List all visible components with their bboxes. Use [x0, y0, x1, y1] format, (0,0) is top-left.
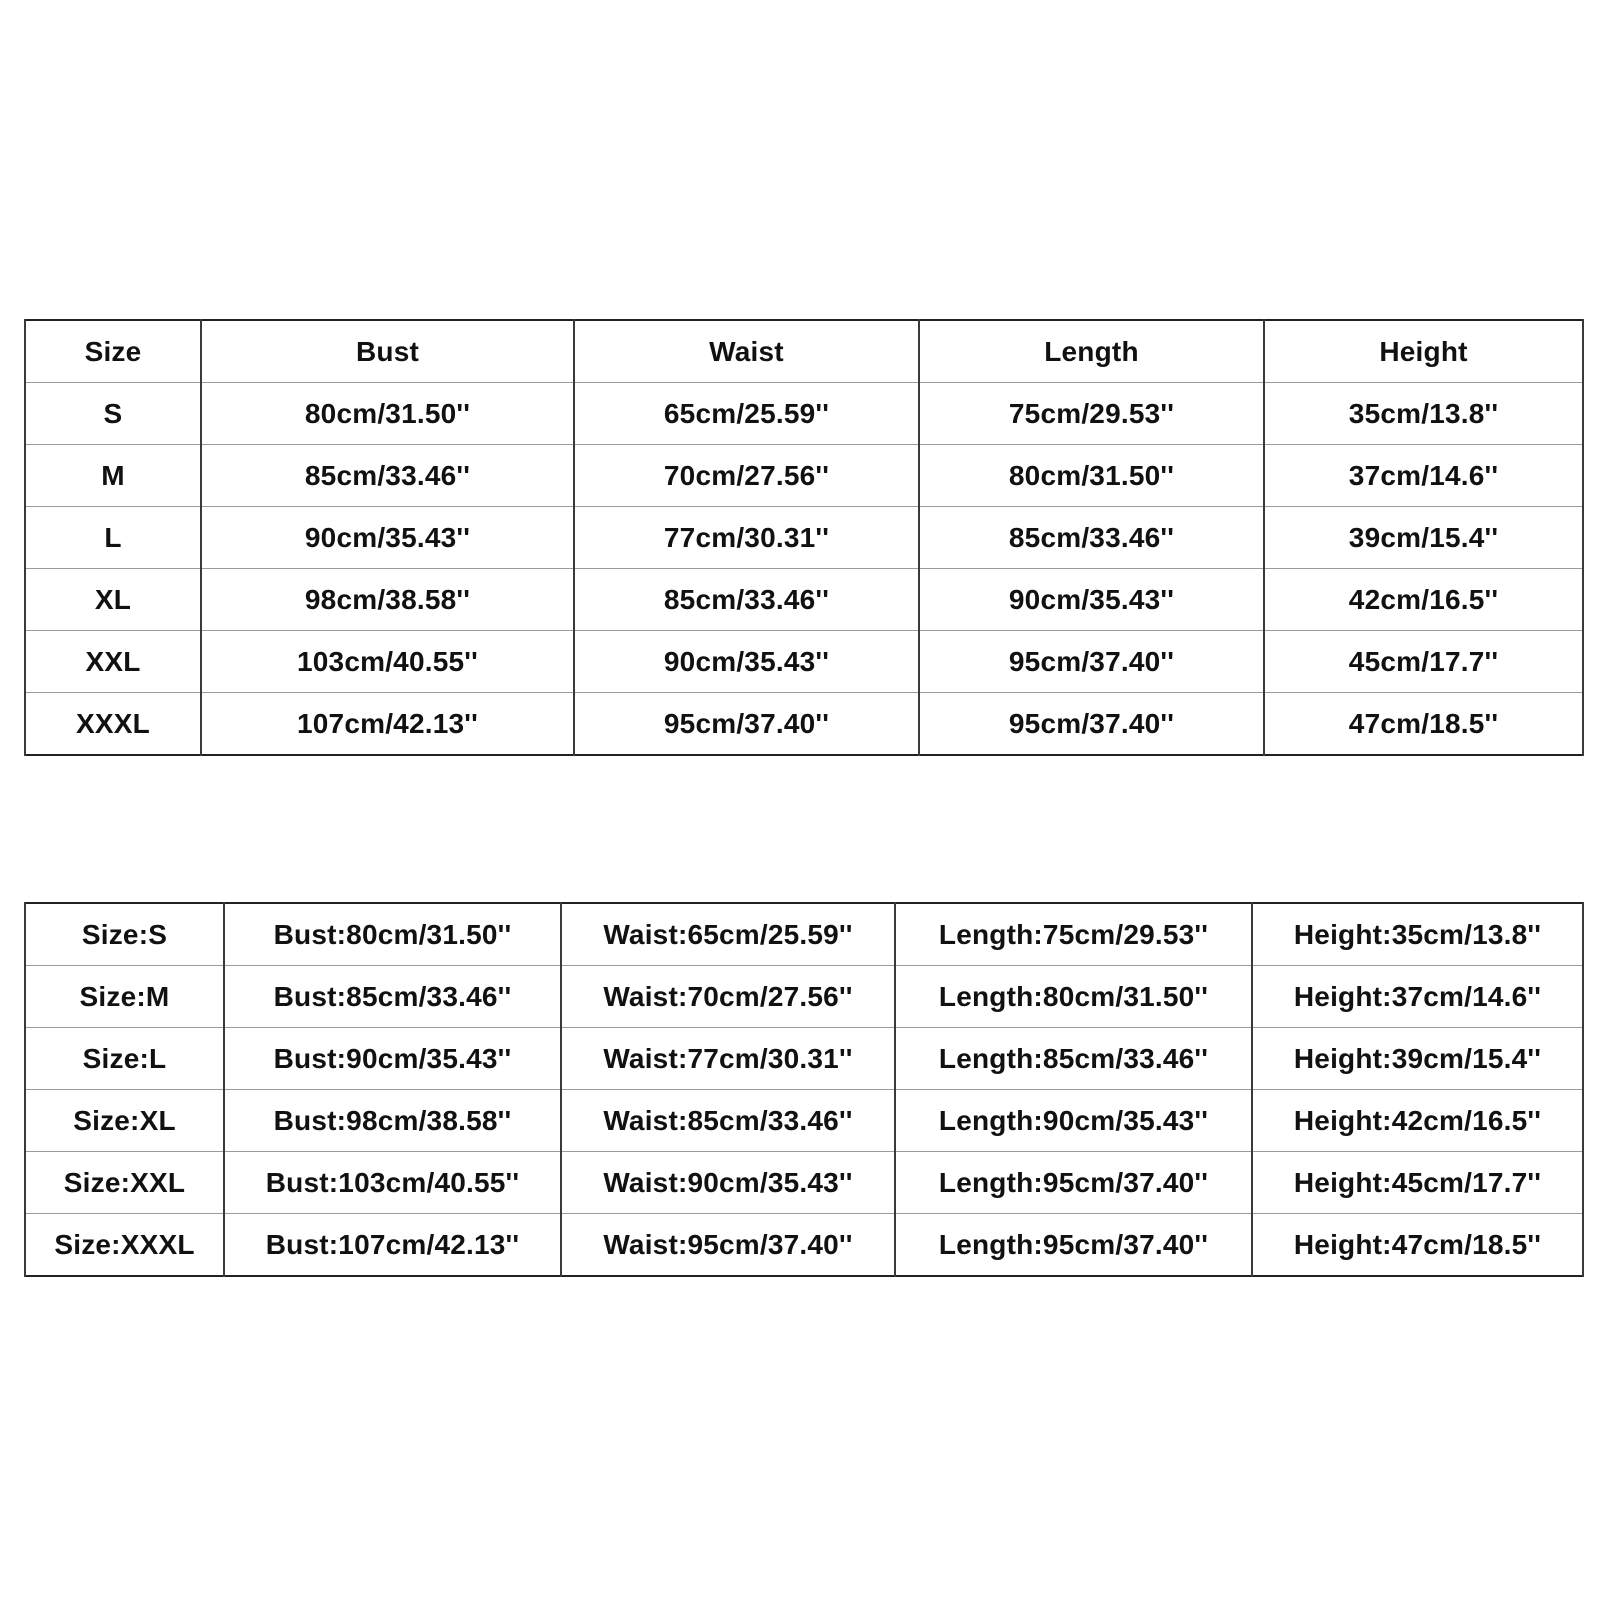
bust-cell: Bust:90cm/35.43'' — [224, 1028, 561, 1090]
length-cell: 95cm/37.40'' — [919, 631, 1264, 693]
bust-cell: Bust:103cm/40.55'' — [224, 1152, 561, 1214]
size-cell: L — [25, 507, 201, 569]
waist-cell: Waist:65cm/25.59'' — [561, 903, 895, 966]
size-cell: Size:S — [25, 903, 224, 966]
height-cell: 39cm/15.4'' — [1264, 507, 1583, 569]
height-cell: Height:39cm/15.4'' — [1252, 1028, 1583, 1090]
height-cell: 45cm/17.7'' — [1264, 631, 1583, 693]
bust-cell: 107cm/42.13'' — [201, 693, 574, 756]
table-row — [25, 631, 1583, 693]
height-cell: Height:47cm/18.5'' — [1252, 1214, 1583, 1277]
height-cell: Height:45cm/17.7'' — [1252, 1152, 1583, 1214]
size-cell: M — [25, 445, 201, 507]
size-cell: Size:L — [25, 1028, 224, 1090]
length-cell: Length:75cm/29.53'' — [895, 903, 1252, 966]
table-row — [25, 1152, 1583, 1214]
height-cell: 35cm/13.8'' — [1264, 383, 1583, 445]
column-header-waist: Waist — [574, 320, 919, 383]
column-header-length: Length — [919, 320, 1264, 383]
table-header-row — [25, 320, 1583, 383]
table-row — [25, 693, 1583, 756]
length-cell: 95cm/37.40'' — [919, 693, 1264, 756]
waist-cell: Waist:70cm/27.56'' — [561, 966, 895, 1028]
length-cell: Length:85cm/33.46'' — [895, 1028, 1252, 1090]
table-row — [25, 1028, 1583, 1090]
table-row — [25, 1090, 1583, 1152]
size-cell: XL — [25, 569, 201, 631]
bust-cell: 98cm/38.58'' — [201, 569, 574, 631]
bust-cell: Bust:98cm/38.58'' — [224, 1090, 561, 1152]
height-cell: 42cm/16.5'' — [1264, 569, 1583, 631]
table-row — [25, 966, 1583, 1028]
waist-cell: Waist:95cm/37.40'' — [561, 1214, 895, 1277]
length-cell: 80cm/31.50'' — [919, 445, 1264, 507]
length-cell: Length:95cm/37.40'' — [895, 1214, 1252, 1277]
table-row — [25, 507, 1583, 569]
size-cell: Size:M — [25, 966, 224, 1028]
height-cell: Height:42cm/16.5'' — [1252, 1090, 1583, 1152]
size-cell: S — [25, 383, 201, 445]
length-cell: 75cm/29.53'' — [919, 383, 1264, 445]
bust-cell: 80cm/31.50'' — [201, 383, 574, 445]
waist-cell: Waist:85cm/33.46'' — [561, 1090, 895, 1152]
waist-cell: 95cm/37.40'' — [574, 693, 919, 756]
table-row — [25, 903, 1583, 966]
length-cell: 90cm/35.43'' — [919, 569, 1264, 631]
waist-cell: 77cm/30.31'' — [574, 507, 919, 569]
column-header-height: Height — [1264, 320, 1583, 383]
size-cell: XXXL — [25, 693, 201, 756]
waist-cell: Waist:90cm/35.43'' — [561, 1152, 895, 1214]
table-row — [25, 569, 1583, 631]
height-cell: Height:35cm/13.8'' — [1252, 903, 1583, 966]
bust-cell: Bust:85cm/33.46'' — [224, 966, 561, 1028]
size-detail-table — [24, 902, 1584, 1277]
waist-cell: 65cm/25.59'' — [574, 383, 919, 445]
length-cell: Length:90cm/35.43'' — [895, 1090, 1252, 1152]
size-cell: Size:XXL — [25, 1152, 224, 1214]
waist-cell: 90cm/35.43'' — [574, 631, 919, 693]
waist-cell: 70cm/27.56'' — [574, 445, 919, 507]
length-cell: Length:95cm/37.40'' — [895, 1152, 1252, 1214]
table-row — [25, 383, 1583, 445]
size-cell: Size:XXXL — [25, 1214, 224, 1277]
table-row — [25, 445, 1583, 507]
height-cell: Height:37cm/14.6'' — [1252, 966, 1583, 1028]
bust-cell: 103cm/40.55'' — [201, 631, 574, 693]
length-cell: Length:80cm/31.50'' — [895, 966, 1252, 1028]
bust-cell: 90cm/35.43'' — [201, 507, 574, 569]
column-header-bust: Bust — [201, 320, 574, 383]
column-header-size: Size — [25, 320, 201, 383]
height-cell: 37cm/14.6'' — [1264, 445, 1583, 507]
size-chart-table — [24, 319, 1584, 756]
waist-cell: 85cm/33.46'' — [574, 569, 919, 631]
waist-cell: Waist:77cm/30.31'' — [561, 1028, 895, 1090]
bust-cell: Bust:80cm/31.50'' — [224, 903, 561, 966]
size-cell: XXL — [25, 631, 201, 693]
size-cell: Size:XL — [25, 1090, 224, 1152]
bust-cell: 85cm/33.46'' — [201, 445, 574, 507]
table-row — [25, 1214, 1583, 1277]
height-cell: 47cm/18.5'' — [1264, 693, 1583, 756]
bust-cell: Bust:107cm/42.13'' — [224, 1214, 561, 1277]
length-cell: 85cm/33.46'' — [919, 507, 1264, 569]
